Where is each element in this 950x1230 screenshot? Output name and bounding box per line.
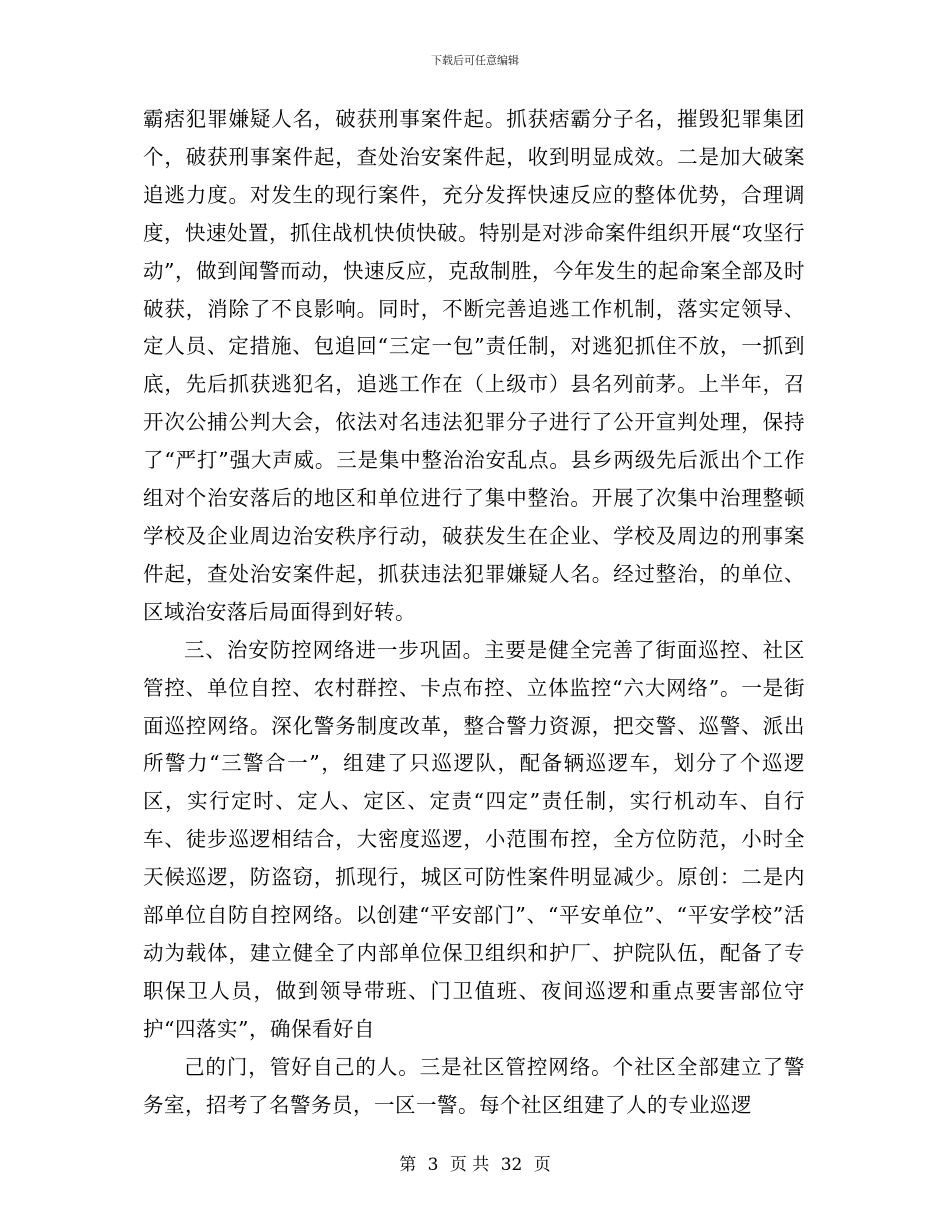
document-body xyxy=(143,101,805,1124)
paragraph-1: 霸痞犯罪嫌疑人名，破获刑事案件起。抓获痞霸分子名，摧毁犯罪集团个，破获刑事案件起，查处治安案件起，收到明显成效。二是加大破案追逃力度。对发生的现行案件，充分发挥快速反应的整体优势，合理调度，快速处置，抓住战机快侦快破。特别是对涉命案件组织开展“攻坚行动”，做到闻警而动，快速反应，克敌制胜，今年发生的起命案全部及时破获，消除了不良影响。同时，不断完善追逃工作机制，落实定领导、定人员、定措施、包追回“三定一包”责任制，对逃犯抓住不放，一抓到底，先后抓获逃犯名，追逃工作在（上级市）县名列前茅。上半年，召开次公捕公判大会，依法对名违法犯罪分子进行了公开宣判处理，保持了“严打”强大声威。三是集中整治治安乱点。县乡两级先后派出个工作组对个治安落后的地区和单位进行了集中整治。开展了次集中治理整顿学校及企业周边治安秩序行动，破获发生在企业、学校及周边的刑事案件起，查处治安案件起，抓获违法犯罪嫌疑人名。经过整治，的单位、区域治安落后局面得到好转。 xyxy=(143,107,805,624)
footer-total-pages: 32 xyxy=(500,1155,523,1175)
footer-page-number: 3 xyxy=(427,1155,439,1175)
footer-prefix: 第 xyxy=(399,1155,417,1175)
footer-middle: 页 共 xyxy=(449,1155,490,1175)
paragraph-3: 己的门，管好自己的人。三是社区管控网络。个社区全部建立了警务室，招考了名警务员，一区一警。每个社区组建了人的专业巡逻 xyxy=(143,1054,805,1117)
page-footer xyxy=(0,1154,950,1176)
page-header: 下载后可任意编辑 xyxy=(431,54,519,67)
footer-suffix: 页 xyxy=(533,1155,551,1175)
paragraph-2: 三、治安防控网络进一步巩固。主要是健全完善了街面巡控、社区管控、单位自控、农村群控、卡点布控、立体监控“六大网络”。一是街面巡控网络。深化警务制度改革，整合警力资源，把交警、巡警、派出所警力“三警合一”，组建了只巡逻队，配备辆巡逻车，划分了个巡逻区，实行定时、定人、定区、定责“四定”责任制，实行机动车、自行车、徒步巡逻相结合，大密度巡逻，小范围布控，全方位防范，小时全天候巡逻，防盗窃，抓现行，城区可防性案件明显减少。原创：二是内部单位自防自控网络。以创建“平安部门”、“平安单位”、“平安学校”活动为载体，建立健全了内部单位保卫组织和护厂、护院队伍，配备了专职保卫人员，做到领导带班、门卫值班、夜间巡逻和重点要害部位守护“四落实”，确保看好自 xyxy=(143,637,805,1041)
